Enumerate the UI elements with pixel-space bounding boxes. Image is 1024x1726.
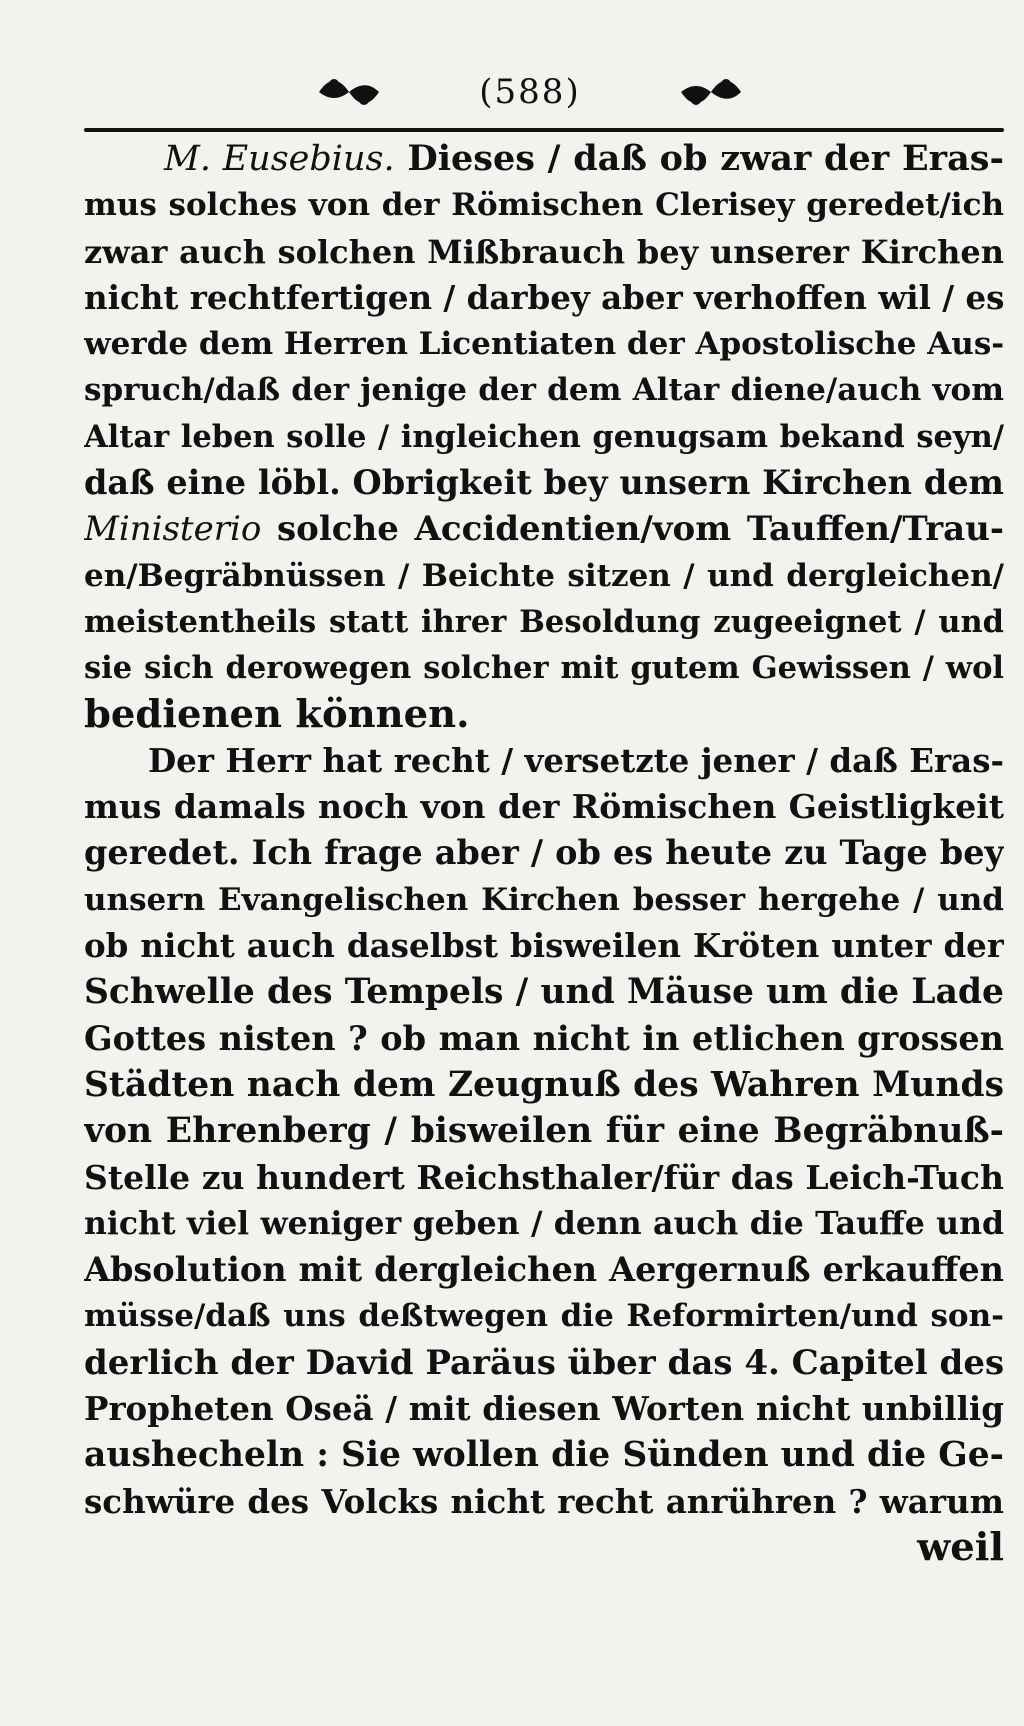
- text-line: Gottes nisten ? ob man nicht in etlichen grossen: [84, 1018, 1004, 1058]
- text-line: schwüre des Volcks nicht recht anrühren ? warum: [84, 1481, 1004, 1521]
- catchword: weil: [917, 1524, 1004, 1570]
- text-line: mus solches von der Römischen Clerisey geredet/ich: [84, 187, 1004, 224]
- text-line: Altar leben solle / ingleichen genugsam bekand seyn/: [84, 418, 1004, 455]
- text-line: daß eine löbl. Obrigkeit bey unsern Kirchen dem: [84, 463, 1004, 503]
- text-line: unsern Evangelischen Kirchen besser hergehe / und: [84, 881, 1004, 918]
- text-line: Stelle zu hundert Reichsthaler/für das Leich-Tuch: [84, 1157, 1004, 1197]
- page-number: (588): [479, 72, 581, 112]
- text-line: Der Herr hat recht / versetzte jener / daß Eras-: [148, 740, 1004, 780]
- text-line: Ministerio solche Accidentien/vom Tauffen/Trau-: [84, 509, 1004, 550]
- text-line: ob nicht auch daselbst bisweilen Kröten unter der: [84, 926, 1004, 966]
- text-line: meistentheils statt ihrer Besoldung zugeeignet / und: [84, 603, 1004, 640]
- ministerio-word: Ministerio: [84, 509, 262, 550]
- text-line: von Ehrenberg / bisweilen für eine Begräbnuß-: [84, 1111, 1004, 1152]
- text-line: Städten nach dem Zeugnuß des Wahren Munds: [84, 1064, 1004, 1105]
- text-line: werde dem Herren Licentiaten der Apostolische Aus-: [84, 326, 1004, 363]
- text-line: bedienen können.: [84, 691, 470, 737]
- text-line: sie sich derowegen solcher mit gutem Gewissen / wol: [84, 650, 1004, 687]
- speaker-name: M. Eusebius.: [164, 139, 395, 179]
- text-line: Absolution mit dergleichen Aergernuß erkauffen: [84, 1250, 1004, 1290]
- text-line: müsse/daß uns deßtwegen die Reformirten/und son-: [84, 1298, 1004, 1335]
- text-line: M. Eusebius. Dieses / daß ob zwar der Eras-: [164, 138, 1004, 179]
- text-line: geredet. Ich frage aber / ob es heute zu Tage bey: [84, 833, 1004, 873]
- text-line: Propheten Oseä / mit diesen Worten nicht unbillig: [84, 1389, 1004, 1429]
- text-line: Schwelle des Tempels / und Mäuse um die Lade: [84, 972, 1004, 1013]
- text-line: aushecheln : Sie wollen die Sünden und die Ge-: [84, 1435, 1004, 1476]
- fleuron-left-icon: [314, 72, 384, 112]
- text-line: mus damals noch von der Römischen Geistligkeit: [84, 787, 1004, 827]
- body-text: [84, 136, 1004, 1571]
- text-line: derlich der David Paräus über das 4. Capitel des: [84, 1342, 1004, 1383]
- page-header: [80, 72, 980, 132]
- text-line: nicht rechtfertigen / darbey aber verhoffen wil / es: [84, 277, 1004, 317]
- header-rule: [84, 128, 1004, 132]
- text-line: nicht viel weniger geben / denn auch die Tauffe und: [84, 1204, 1004, 1242]
- text-line: zwar auch solchen Mißbrauch bey unserer Kirchen: [84, 232, 1004, 271]
- text-line: en/Begräbnüssen / Beichte sitzen / und dergleichen/: [84, 557, 1004, 594]
- fleuron-right-icon: [676, 72, 746, 112]
- text-line: spruch/daß der jenige der dem Altar diene/auch vom: [84, 372, 1004, 409]
